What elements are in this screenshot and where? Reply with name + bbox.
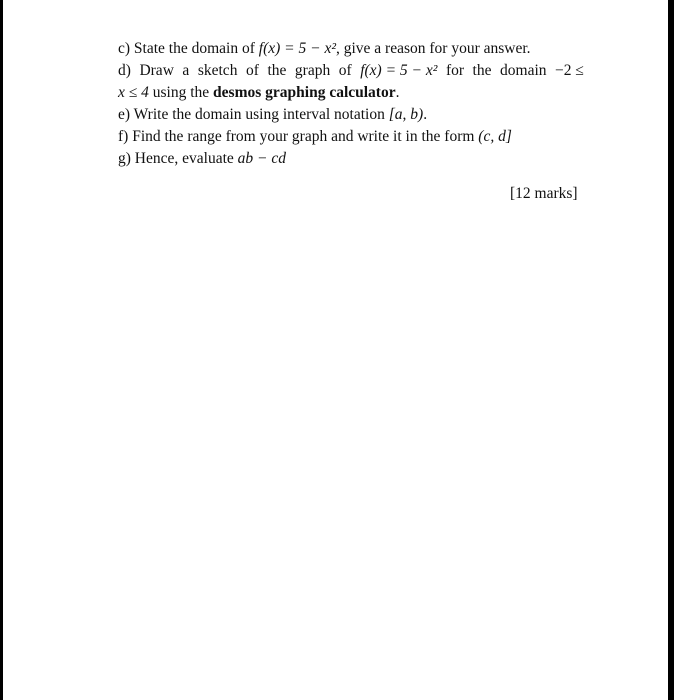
question-c-label: c) <box>118 40 131 57</box>
question-d-word: of <box>245 62 259 79</box>
question-d-word: of <box>338 62 352 79</box>
question-g <box>118 148 588 170</box>
question-c-text: State the domain of <box>133 40 255 57</box>
question-e <box>118 104 588 126</box>
question-d-word: sketch <box>197 62 238 79</box>
question-sheet <box>118 38 588 170</box>
question-d-label: d) <box>118 62 131 79</box>
question-f-interval: (c, d] <box>478 128 512 145</box>
question-d-word: the <box>472 62 492 79</box>
question-f-label: f) <box>118 128 129 145</box>
question-e-text: Write the domain using interval notation <box>133 106 385 123</box>
question-f-text: Find the range from your graph and write it in the form <box>132 128 475 145</box>
question-c <box>118 38 588 60</box>
question-d-tool: desmos graphing calculator <box>213 84 396 101</box>
question-d-using: using the <box>152 84 210 101</box>
question-d-upper-bound: x ≤ 4 <box>118 84 149 101</box>
marks-label: [12 marks] <box>510 185 578 202</box>
question-d-word: the <box>267 62 287 79</box>
left-edge-border <box>0 0 3 700</box>
question-f <box>118 126 588 148</box>
question-d-line-1 <box>118 60 584 82</box>
question-d-word: graph <box>294 62 331 79</box>
right-edge-border <box>668 0 674 700</box>
question-d-line-2 <box>118 82 588 104</box>
question-d-word: domain <box>500 62 547 79</box>
question-d-word: Draw <box>139 62 174 79</box>
question-d-inequality: −2 ≤ <box>555 62 584 79</box>
question-g-expression: ab − cd <box>237 150 286 167</box>
question-d-function: f(x) = 5 − x² <box>360 62 438 79</box>
question-d-word: a <box>182 62 190 79</box>
question-c-reason: , give a reason for your answer. <box>335 40 531 57</box>
question-e-period: . <box>423 106 428 123</box>
question-g-text: Hence, evaluate <box>134 150 234 167</box>
question-e-interval: [a, b) <box>388 106 424 123</box>
question-e-label: e) <box>118 106 131 123</box>
question-c-function: f(x) = 5 − x² <box>258 40 336 57</box>
question-d-word: for <box>445 62 465 79</box>
question-g-label: g) <box>118 150 131 167</box>
question-d-period: . <box>395 84 400 101</box>
